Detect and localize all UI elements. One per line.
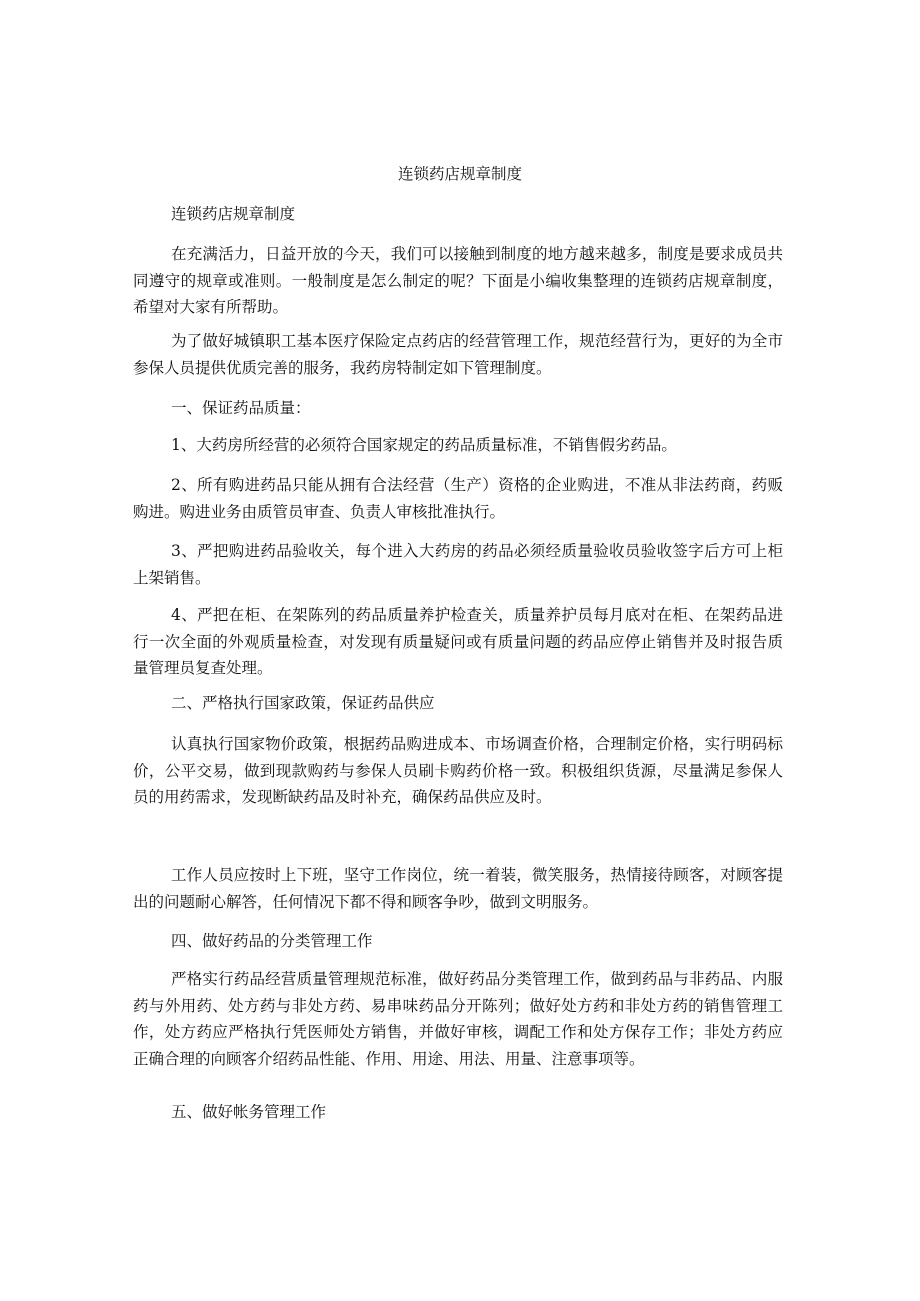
document-title: 连锁药店规章制度 <box>397 165 522 183</box>
staff-paragraph: 工作人员应按时上下班，坚守工作岗位，统一着装，微笑服务，热情接待顾客，对顾客提出的问题耐心解答，任何情况下都不得和顾客争吵，做到文明服务。 <box>133 866 783 911</box>
pricing-paragraph: 认真执行国家物价政策，根据药品购进成本、市场调查价格，合理制定价格，实行明码标价，公平交易，做到现款购药与参保人员刷卡购药价格一致。积极组织货源，尽量满足参保人员的用药需求，发现断缺药品及时补充，确保药品供应及时。 <box>133 735 783 806</box>
section-heading-2: 二、严格执行国家政策，保证药品供应 <box>171 694 435 712</box>
subtitle-paragraph: 连锁药店规章制度 <box>171 205 296 223</box>
section-heading-4: 四、做好药品的分类管理工作 <box>171 932 373 950</box>
quality-item-4: 4、严把在柜、在架陈列的药品质量养护检查关，质量养护员每月底对在柜、在架药品进行一次全面的外观质量检查，对发现有质量疑问或有质量问题的药品应停止销售并及时报告质量管理员复查处理。 <box>133 606 783 677</box>
purpose-paragraph: 为了做好城镇职工基本医疗保险定点药店的经营管理工作，规范经营行为，更好的为全市参保人员提供优质完善的服务，我药房特制定如下管理制度。 <box>133 332 783 377</box>
section-heading-5: 五、做好帐务管理工作 <box>171 1103 327 1121</box>
section-heading-1: 一、保证药品质量： <box>171 399 311 417</box>
quality-item-1: 1、大药房所经营的必须符合国家规定的药品质量标准，不销售假劣药品。 <box>171 436 677 454</box>
intro-paragraph: 在充满活力，日益开放的今天，我们可以接触到制度的地方越来越多，制度是要求成员共同遵守的规章或准则。一般制度是怎么制定的呢？下面是小编收集整理的连锁药店规章制度，希望对大家有所帮助。 <box>133 245 783 316</box>
quality-item-3: 3、严把购进药品验收关，每个进入大药房的药品必须经质量验收员验收签字后方可上柜上架销售。 <box>133 542 783 587</box>
quality-item-2: 2、所有购进药品只能从拥有合法经营（生产）资格的企业购进，不准从非法药商，药贩购进。购进业务由质管员审查、负责人审核批准执行。 <box>133 476 783 521</box>
classification-paragraph: 严格实行药品经营质量管理规范标准，做好药品分类管理工作，做到药品与非药品、内服药与外用药、处方药与非处方药、易串味药品分开陈列；做好处方药和非处方药的销售管理工作，处方药应严格执行凭医师处方销售，并做好审核，调配工作和处方保存工作；非处方药应正确合理的向顾客介绍药品性能、作用、用途、用法、用量、注意事项等。 <box>133 970 783 1068</box>
